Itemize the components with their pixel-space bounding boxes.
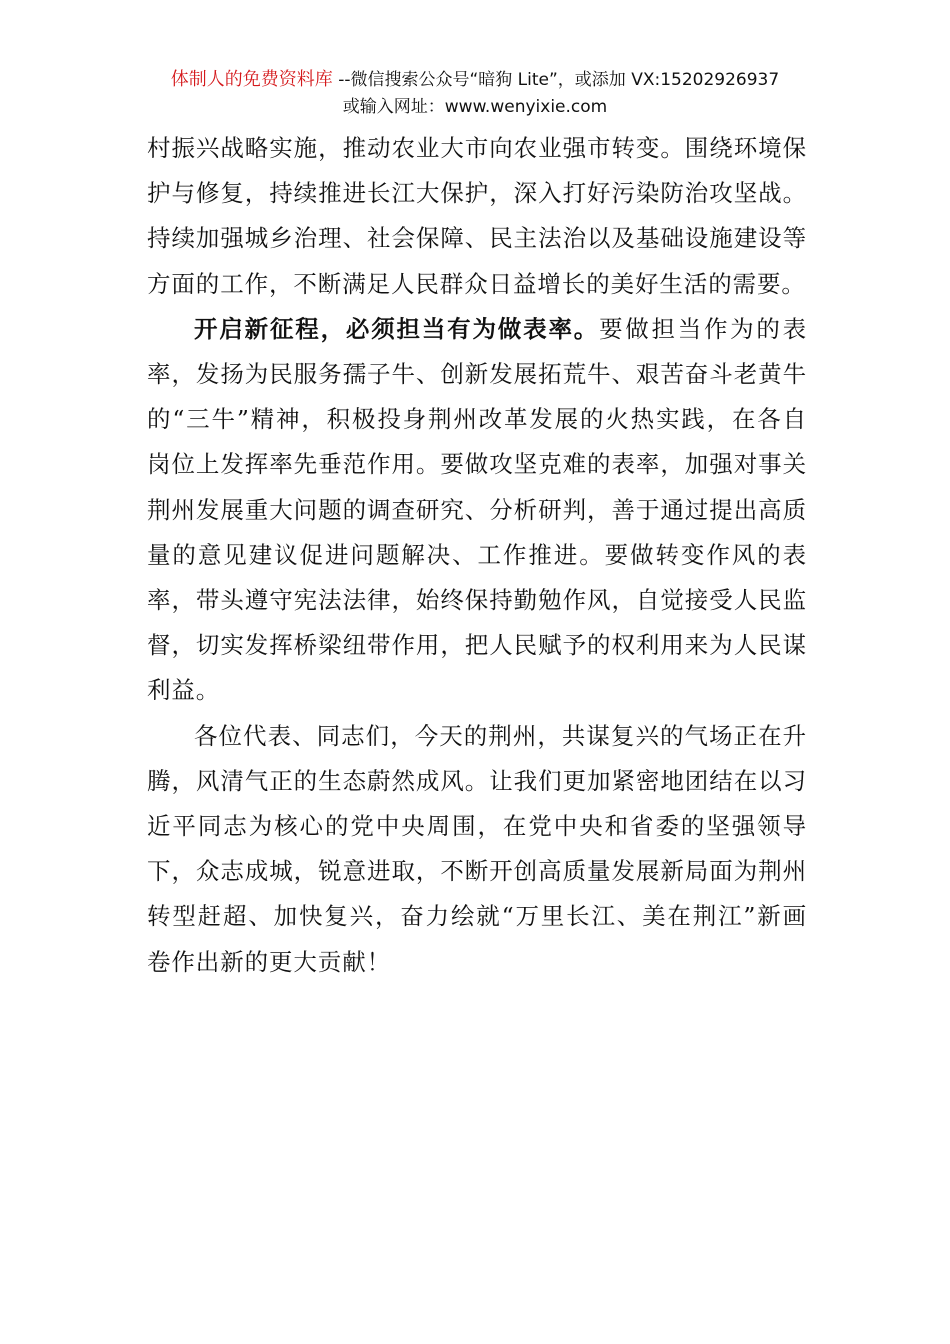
paragraph-closing: 各位代表、同志们，今天的荆州，共谋复兴的气场正在升腾，风清气正的生态蔚然成风。让我们更加紧密地团结在以习近平同志为核心的党中央周围，在党中央和省委的坚强领导下，众志成城，锐意进取，不断开创高质量发展新局面为荆州转型赶超、加快复兴，奋力绘就“万里长江、美在荆江”新画卷作出新的更大贡献！ (147, 721, 807, 976)
watermark-header (0, 66, 950, 121)
paragraph-continuation: 村振兴战略实施，推动农业大市向农业强市转变。围绕环境保护与修复，持续推进长江大保护，深入打好污染防治攻坚战。持续加强城乡治理、社会保障、民主法治以及基础设施建设等方面的工作，不断满足人民群众日益增长的美好生活的需要。 (147, 134, 807, 298)
header-contact: --微信搜索公众号“暗狗 Lite”，或添加 VX:15202926937 (332, 70, 780, 90)
paragraph-lead-by-example (147, 307, 807, 714)
paragraph-bold-lead: 开启新征程，必须担当有为做表率。 (194, 314, 600, 343)
document-body (147, 126, 807, 985)
header-brand: 体制人的免费资料库 (170, 69, 333, 90)
paragraph-body: 要做担当作为的表率，发扬为民服务孺子牛、创新发展拓荒牛、艰苦奋斗老黄牛的“三牛”精神，积极投身荆州改革发展的火热实践，在各自岗位上发挥率先垂范作用。要做攻坚克难的表率，加强对事关荆州发展重大问题的调查研究、分析研判，善于通过提出高质量的意见建议促进问题解决、工作推进。要做转变作风的表率，带头遵守宪法法律，始终保持勤勉作风，自觉接受人民监督，切实发挥桥梁纽带作用，把人民赋予的权利用来为人民谋利益。 (147, 314, 807, 705)
header-website: 或输入网址：www.wenyixie.com (342, 97, 608, 117)
